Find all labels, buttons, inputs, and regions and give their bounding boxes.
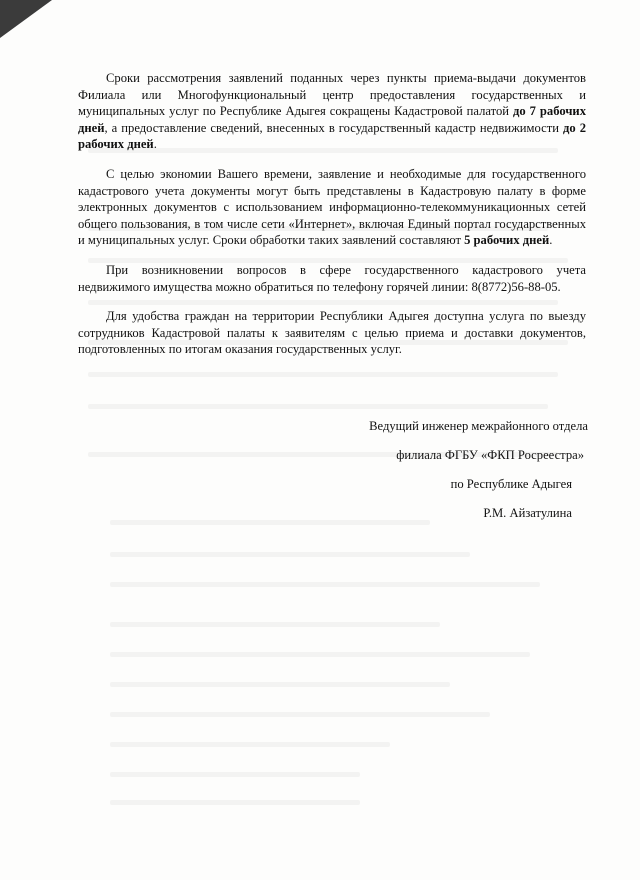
signature-position: Ведущий инженер межрайонного отдела <box>369 419 588 433</box>
bold-term-5-days: 5 рабочих дней <box>464 233 550 248</box>
signature-name: Р.М. Айзатулина <box>483 506 572 520</box>
document-body <box>78 70 586 371</box>
folded-corner <box>0 0 52 38</box>
signature-branch: филиала ФГБУ «ФКП Росреестра» <box>396 448 584 462</box>
bold-term-7-days: до 7 рабочих дней <box>78 104 586 135</box>
signature-block <box>258 418 588 534</box>
paragraph-hotline: При возникновении вопросов в сфере государственного кадастрового учета недвижимого имущества можно обратиться по телефону горячей линии: 8(8772)56-88-05. <box>78 262 586 294</box>
signature-region: по Республике Адыгея <box>450 477 572 491</box>
paragraph-processing-terms: Сроки рассмотрения заявлений поданных через пункты приема-выдачи документов Филиала или Многофункциональный центр предоставления государственных и муниципальных услуг по Республике Адыгея сокращены Кадастровой палатой до 7 рабочих дней, а предоставление сведений, внесенных в государственный кадастр недвижимости до 2 рабочих дней. <box>78 71 586 152</box>
paragraph-visiting-service: Для удобства граждан на территории Республики Адыгея доступна услуга по выезду сотрудников Кадастровой палаты к заявителям с целью приема и доставки документов, подготовленных по итогам оказания государственных услуг. <box>78 309 586 357</box>
paragraph-electronic-submission: С целью экономии Вашего времени, заявление и необходимые для государственного кадастрового учета документы могут быть представлены в Кадастровую палату в форме электронных документов с использованием информационно-телекоммуникационных сетей общего пользования, в том числе сети «Интернет», включая Единый портал государственных и муниципальных услуг. Сроки обработки таких заявлений составляют 5 рабочих дней. <box>78 166 586 248</box>
bold-term-2-days: до 2 рабочих дней <box>78 120 586 152</box>
